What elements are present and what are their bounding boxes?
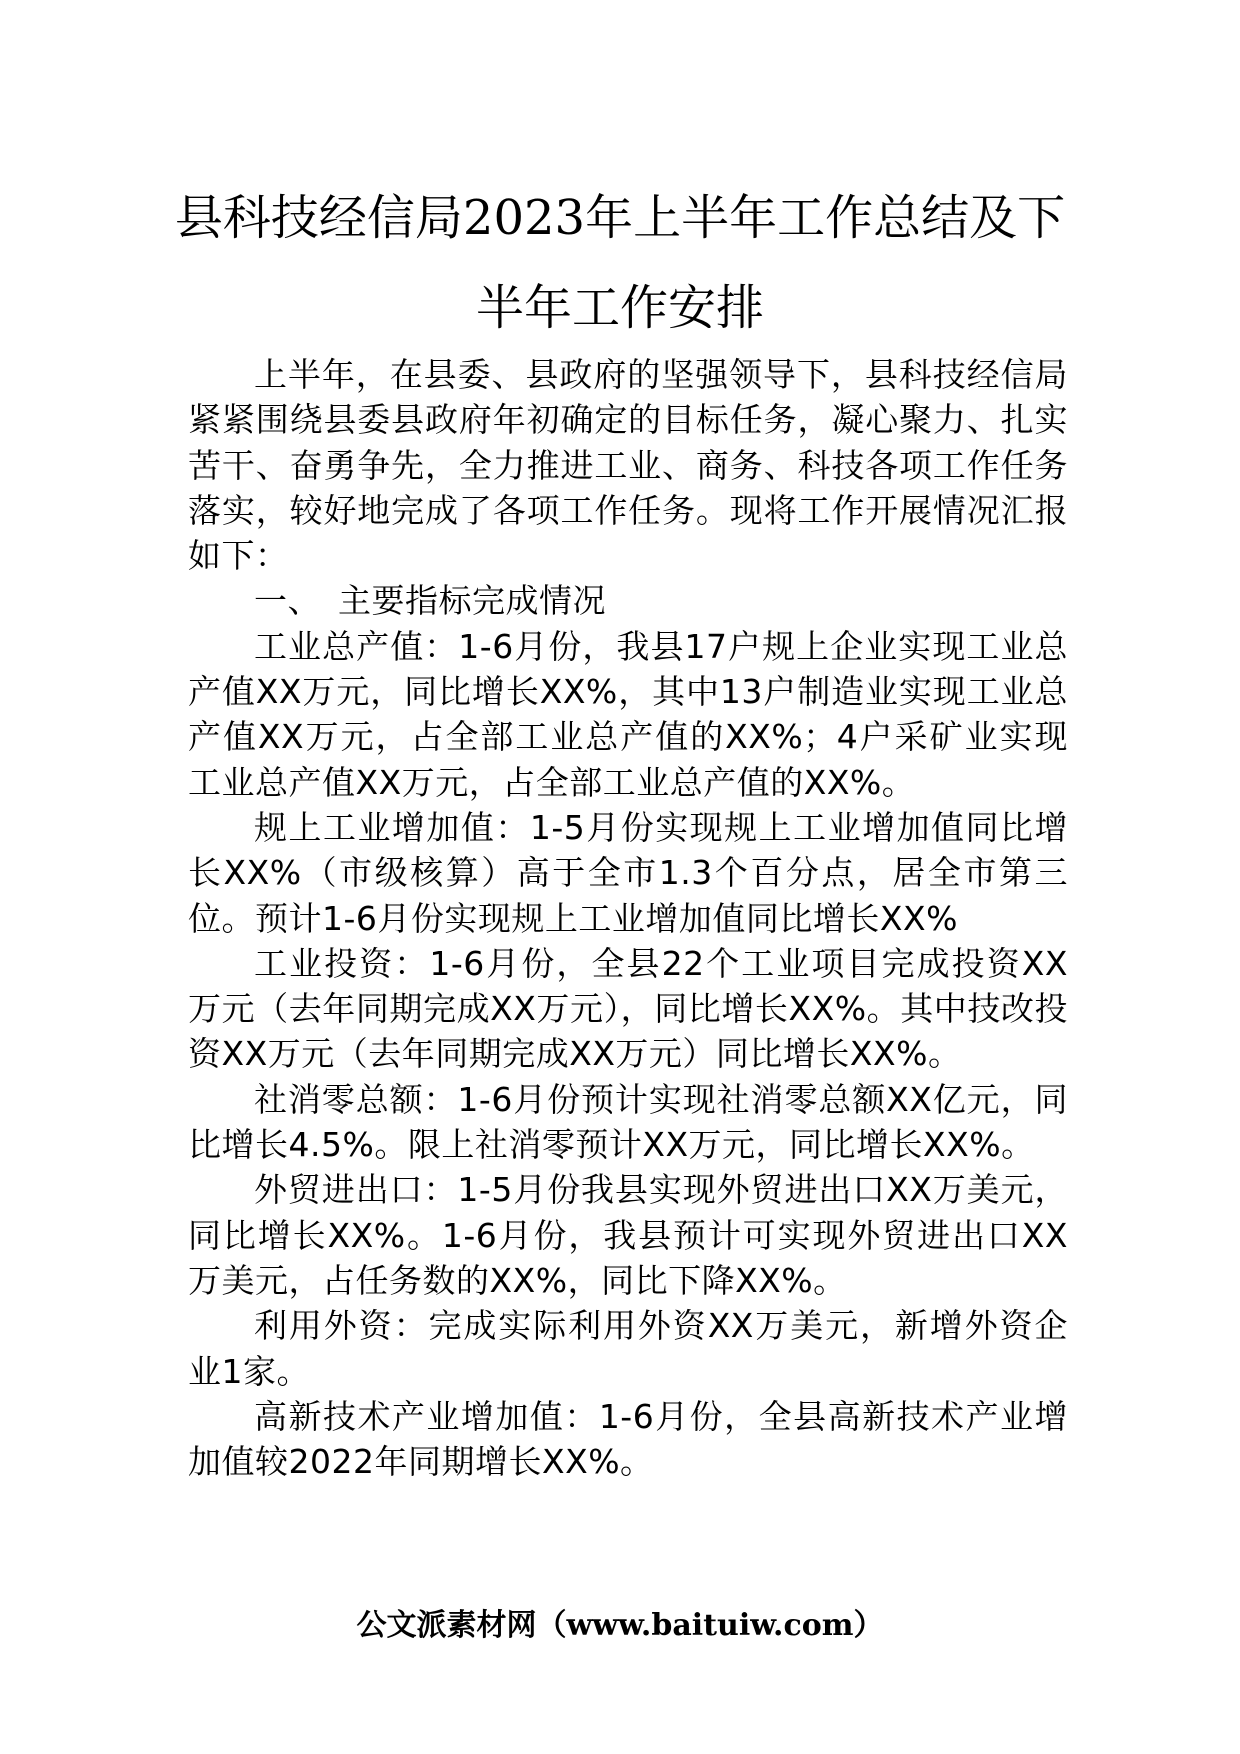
paragraph-foreign-investment: 利用外资：完成实际利用外资XX万美元，新增外资企业1家。 [188, 1306, 1068, 1391]
document-title-line-1: 县科技经信局2023年上半年工作总结及下 [174, 190, 1066, 246]
footer-source-watermark: 公文派素材网（www.baituiw.com） [356, 1608, 884, 1643]
section-heading-main-indicators: 一、 主要指标完成情况 [254, 581, 606, 621]
paragraph-industrial-investment: 工业投资：1-6月份，全县22个工业项目完成投资XX万元（去年同期完成XX万元），同比增长XX%。其中技改投资XX万元（去年同期完成XX万元）同比增长XX%。 [188, 943, 1068, 1074]
paragraph-intro: 上半年，在县委、县政府的坚强领导下，县科技经信局紧紧围绕县委县政府年初确定的目标任务，凝心聚力、扎实苦干、奋勇争先，全力推进工业、商务、科技各项工作任务落实，较好地完成了各项工作任务。现将工作开展情况汇报如下： [188, 355, 1068, 576]
document-title-line-2: 半年工作安排 [475, 280, 764, 336]
paragraph-industrial-added-value: 规上工业增加值：1-5月份实现规上工业增加值同比增长XX%（市级核算）高于全市1.3个百分点，居全市第三位。预计1-6月份实现规上工业增加值同比增长XX% [188, 807, 1068, 938]
paragraph-high-tech: 高新技术产业增加值：1-6月份，全县高新技术产业增加值较2022年同期增长XX%。 [188, 1396, 1068, 1482]
document-body [188, 352, 1068, 1484]
paragraph-industrial-output: 工业总产值：1-6月份，我县17户规上企业实现工业总产值XX万元，同比增长XX%，其中13户制造业实现工业总产值XX万元，占全部工业总产值的XX%；4户采矿业实现工业总产值XX万元，占全部工业总产值的XX%。 [188, 626, 1068, 802]
paragraph-retail-sales: 社消零总额：1-6月份预计实现社消零总额XX亿元，同比增长4.5%。限上社消零预计XX万元，同比增长XX%。 [188, 1079, 1068, 1165]
paragraph-foreign-trade: 外贸进出口：1-5月份我县实现外贸进出口XX万美元，同比增长XX%。1-6月份，我县预计可实现外贸进出口XX万美元，占任务数的XX%，同比下降XX%。 [188, 1170, 1068, 1300]
